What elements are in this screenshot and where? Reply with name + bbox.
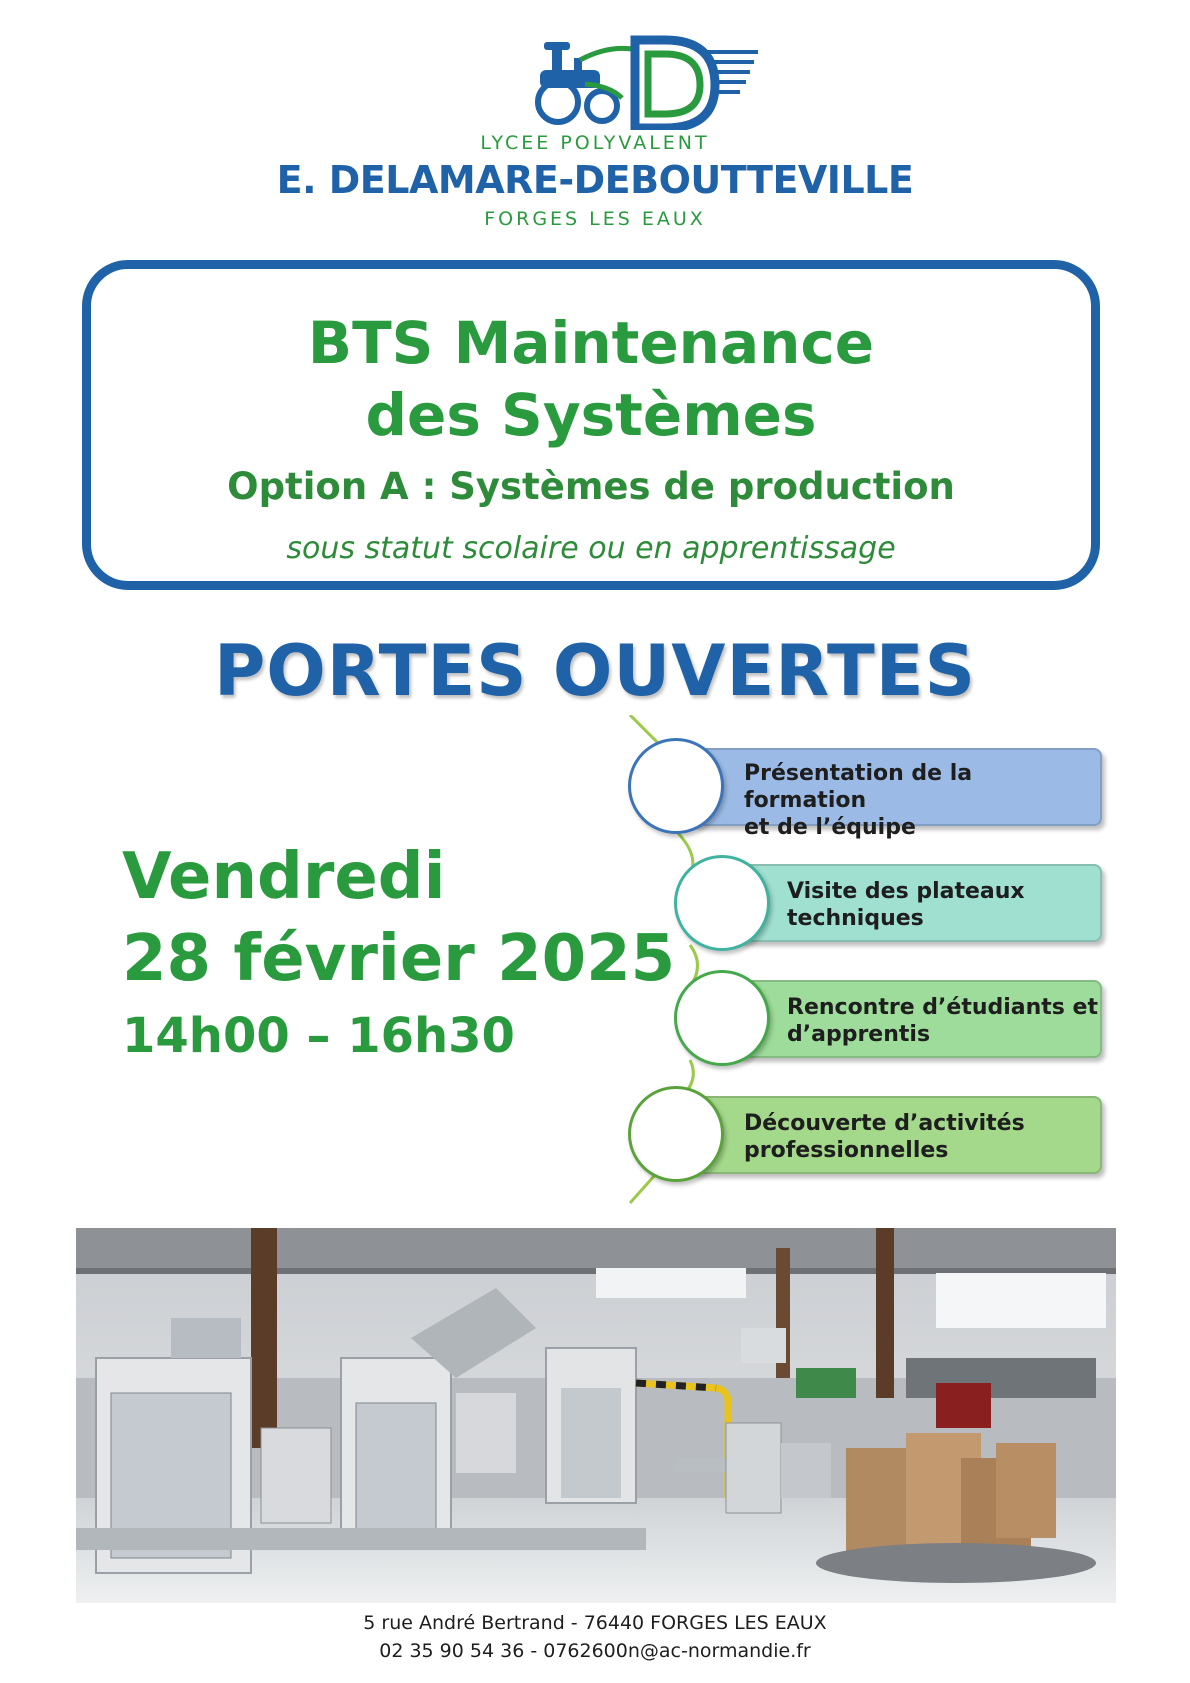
activity-4-line1: Découverte d’activités — [744, 1111, 1025, 1136]
footer-address: 5 rue André Bertrand - 76440 FORGES LES EAUX — [363, 1612, 827, 1634]
activity-4-line2: professionnelles — [744, 1138, 949, 1163]
activity-1-line1: Présentation de la formation — [744, 761, 973, 813]
activity-circle-1 — [628, 738, 724, 834]
event-date: 28 février 2025 — [122, 922, 676, 996]
activity-1-line2: et de l’équipe — [744, 815, 916, 840]
activity-box-2 — [735, 864, 1102, 942]
activity-3-line2: d’apprentis — [787, 1022, 931, 1047]
school-logo-icon — [530, 30, 760, 130]
footer-contact: 02 35 90 54 36 - 0762600n@ac-normandie.fr — [379, 1640, 811, 1662]
program-box — [82, 260, 1100, 590]
school-type: LYCEE POLYVALENT — [480, 132, 710, 154]
school-town: FORGES LES EAUX — [484, 208, 706, 230]
program-title-line2: des Systèmes — [365, 381, 817, 449]
event-title: PORTES OUVERTES — [214, 630, 976, 712]
activity-box-3 — [735, 980, 1102, 1058]
program-status: sous statut scolaire ou en apprentissage — [286, 531, 896, 566]
activity-circle-3 — [674, 970, 770, 1066]
workshop-photo — [76, 1228, 1116, 1603]
activity-2-line2: techniques — [787, 906, 924, 931]
program-title-line1: BTS Maintenance — [307, 309, 875, 377]
activity-box-4 — [690, 1096, 1102, 1174]
event-day: Vendredi — [122, 840, 446, 914]
activity-circle-4 — [628, 1086, 724, 1182]
program-option: Option A : Systèmes de production — [227, 465, 955, 508]
activity-3-line1: Rencontre d’étudiants et — [787, 995, 1098, 1020]
school-name: E. DELAMARE-DEBOUTTEVILLE — [276, 158, 914, 202]
activity-circle-2 — [674, 855, 770, 951]
event-time: 14h00 – 16h30 — [122, 1008, 515, 1064]
activity-2-line1: Visite des plateaux — [787, 879, 1025, 904]
activity-box-1 — [690, 748, 1102, 840]
